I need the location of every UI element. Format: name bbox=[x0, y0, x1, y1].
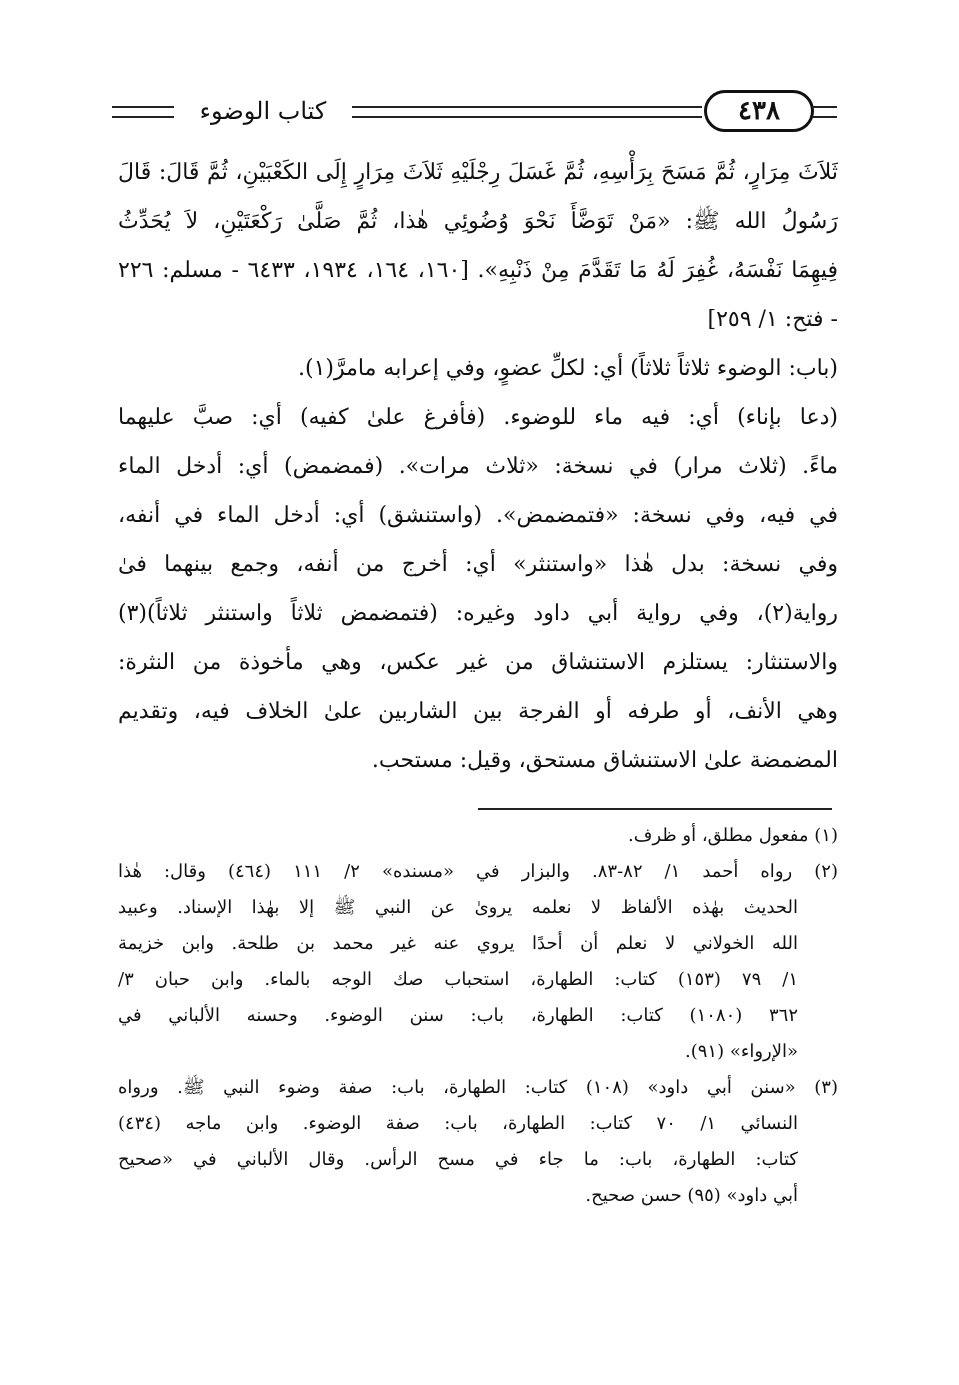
text-line: وهي الأنف، أو طرفه أو الفرجة بين الشاربين علىٰ الخلاف فيه، وتقديم bbox=[118, 699, 838, 724]
text-line: المضمضة علىٰ الاستنشاق مستحق، وقيل: مستحب. bbox=[371, 748, 838, 773]
footnote-line: (٣) «سنن أبي داود» (١٠٨) كتاب: الطهارة، باب: صفة وضوء النبي ﷺ. ورواه bbox=[118, 1077, 838, 1098]
text-line: - فتح: ١/ ٢٥٩] bbox=[707, 307, 838, 332]
text-line: وفي نسخة: بدل هٰذا «واستنثر» أي: أخرج من أنفه، وجمع بينهما فىٰ bbox=[118, 552, 838, 577]
footnote-separator bbox=[478, 808, 832, 810]
text-line: فِيهِمَا نَفْسَهُ، غُفِرَ لَهُ مَا تَقَدَّمَ مِنْ ذَنْبِهِ». [١٦٠، ١٦٤، ١٩٣٤، ٦٤٣٣ - مسلم: ٢٢٦ bbox=[118, 258, 838, 283]
chapter-title: كتاب الوضوء bbox=[199, 97, 327, 125]
text-line: ماءً. (ثلاث مرار) في نسخة: «ثلاث مرات». (فمضمض) أي: أدخل الماء bbox=[118, 454, 838, 479]
footnote-line: «الإرواء» (٩١). bbox=[685, 1041, 798, 1062]
footnote-line: الله الخولاني لا نعلم أن أحدًا يروي عنه غير محمد بن طلحة. وابن خزيمة bbox=[118, 933, 798, 954]
footnote-line: (١) مفعول مطلق، أو ظرف. bbox=[628, 825, 838, 846]
text-line: ثَلاَثَ مِرَارٍ، ثُمَّ مَسَحَ بِرَأْسِهِ، ثُمَّ غَسَلَ رِجْلَيْهِ ثَلاَثَ مِرَارٍ إِلَى الكَعْبَيْنِ، ثُمَّ قَالَ: قَالَ bbox=[118, 160, 838, 185]
page-header bbox=[112, 88, 837, 134]
text-line: في فيه، وفي نسخة: «فتمضمض». (واستنشق) أي: أدخل الماء في أنفه، bbox=[118, 503, 838, 528]
footnote-line: ٣٦٢ (١٠٨٠) كتاب: الطهارة، باب: سنن الوضوء. وحسنه الألباني في bbox=[118, 1005, 799, 1026]
header-rule-left bbox=[112, 106, 174, 118]
text-line: والاستنثار: يستلزم الاستنشاق من غير عكس، وهي مأخوذة من النثرة: bbox=[118, 650, 838, 675]
main-text bbox=[118, 148, 838, 785]
text-line: (باب: الوضوء ثلاثاً ثلاثاً) أي: لكلِّ عضوٍ، وفي إعرابه مامرَّ(١). bbox=[298, 356, 838, 381]
header-rule-right bbox=[812, 106, 837, 118]
header-rule-middle bbox=[352, 106, 702, 118]
footnote-line: أبي داود» (٩٥) حسن صحيح. bbox=[585, 1185, 798, 1206]
text-line: رَسُولُ الله ﷺ: «مَنْ تَوَضَّأَ نَحْوَ وُضُوئِي هٰذا، ثُمَّ صَلَّىٰ رَكْعَتَيْنِ، لاَ يُحَدِّثُ bbox=[118, 209, 838, 234]
footnote-line: ١/ ٧٩ (١٥٣) كتاب: الطهارة، استحباب صك الوجه بالماء. وابن حبان ٣/ bbox=[118, 969, 798, 990]
footnote-line: الحديث بهٰذه الألفاظ لا نعلمه يروىٰ عن النبي ﷺ إلا بهٰذا الإسناد. وعبيد bbox=[118, 897, 798, 918]
text-line: رواية(٢)، وفي رواية أبي داود وغيره: (فتمضمض ثلاثاً واستنثر ثلاثاً)(٣) bbox=[118, 601, 838, 626]
page-number-badge: ٤٣٨ bbox=[704, 90, 814, 132]
footnote-line: كتاب: الطهارة، باب: ما جاء في مسح الرأس. وقال الألباني في «صحيح bbox=[118, 1149, 798, 1170]
text-line: (دعا بإناء) أي: فيه ماء للوضوء. (فأفرغ علىٰ كفيه) أي: صبَّ عليهما bbox=[118, 405, 838, 430]
footnote-line: (٢) رواه أحمد ١/ ٨٢-٨٣. والبزار في «مسنده» ٢/ ١١١ (٤٦٤) وقال: هٰذا bbox=[118, 861, 838, 882]
footnote-line: النسائي ١/ ٧٠ كتاب: الطهارة، باب: صفة الوضوء. وابن ماجه (٤٣٤) bbox=[118, 1113, 798, 1134]
footnotes bbox=[118, 818, 838, 1214]
